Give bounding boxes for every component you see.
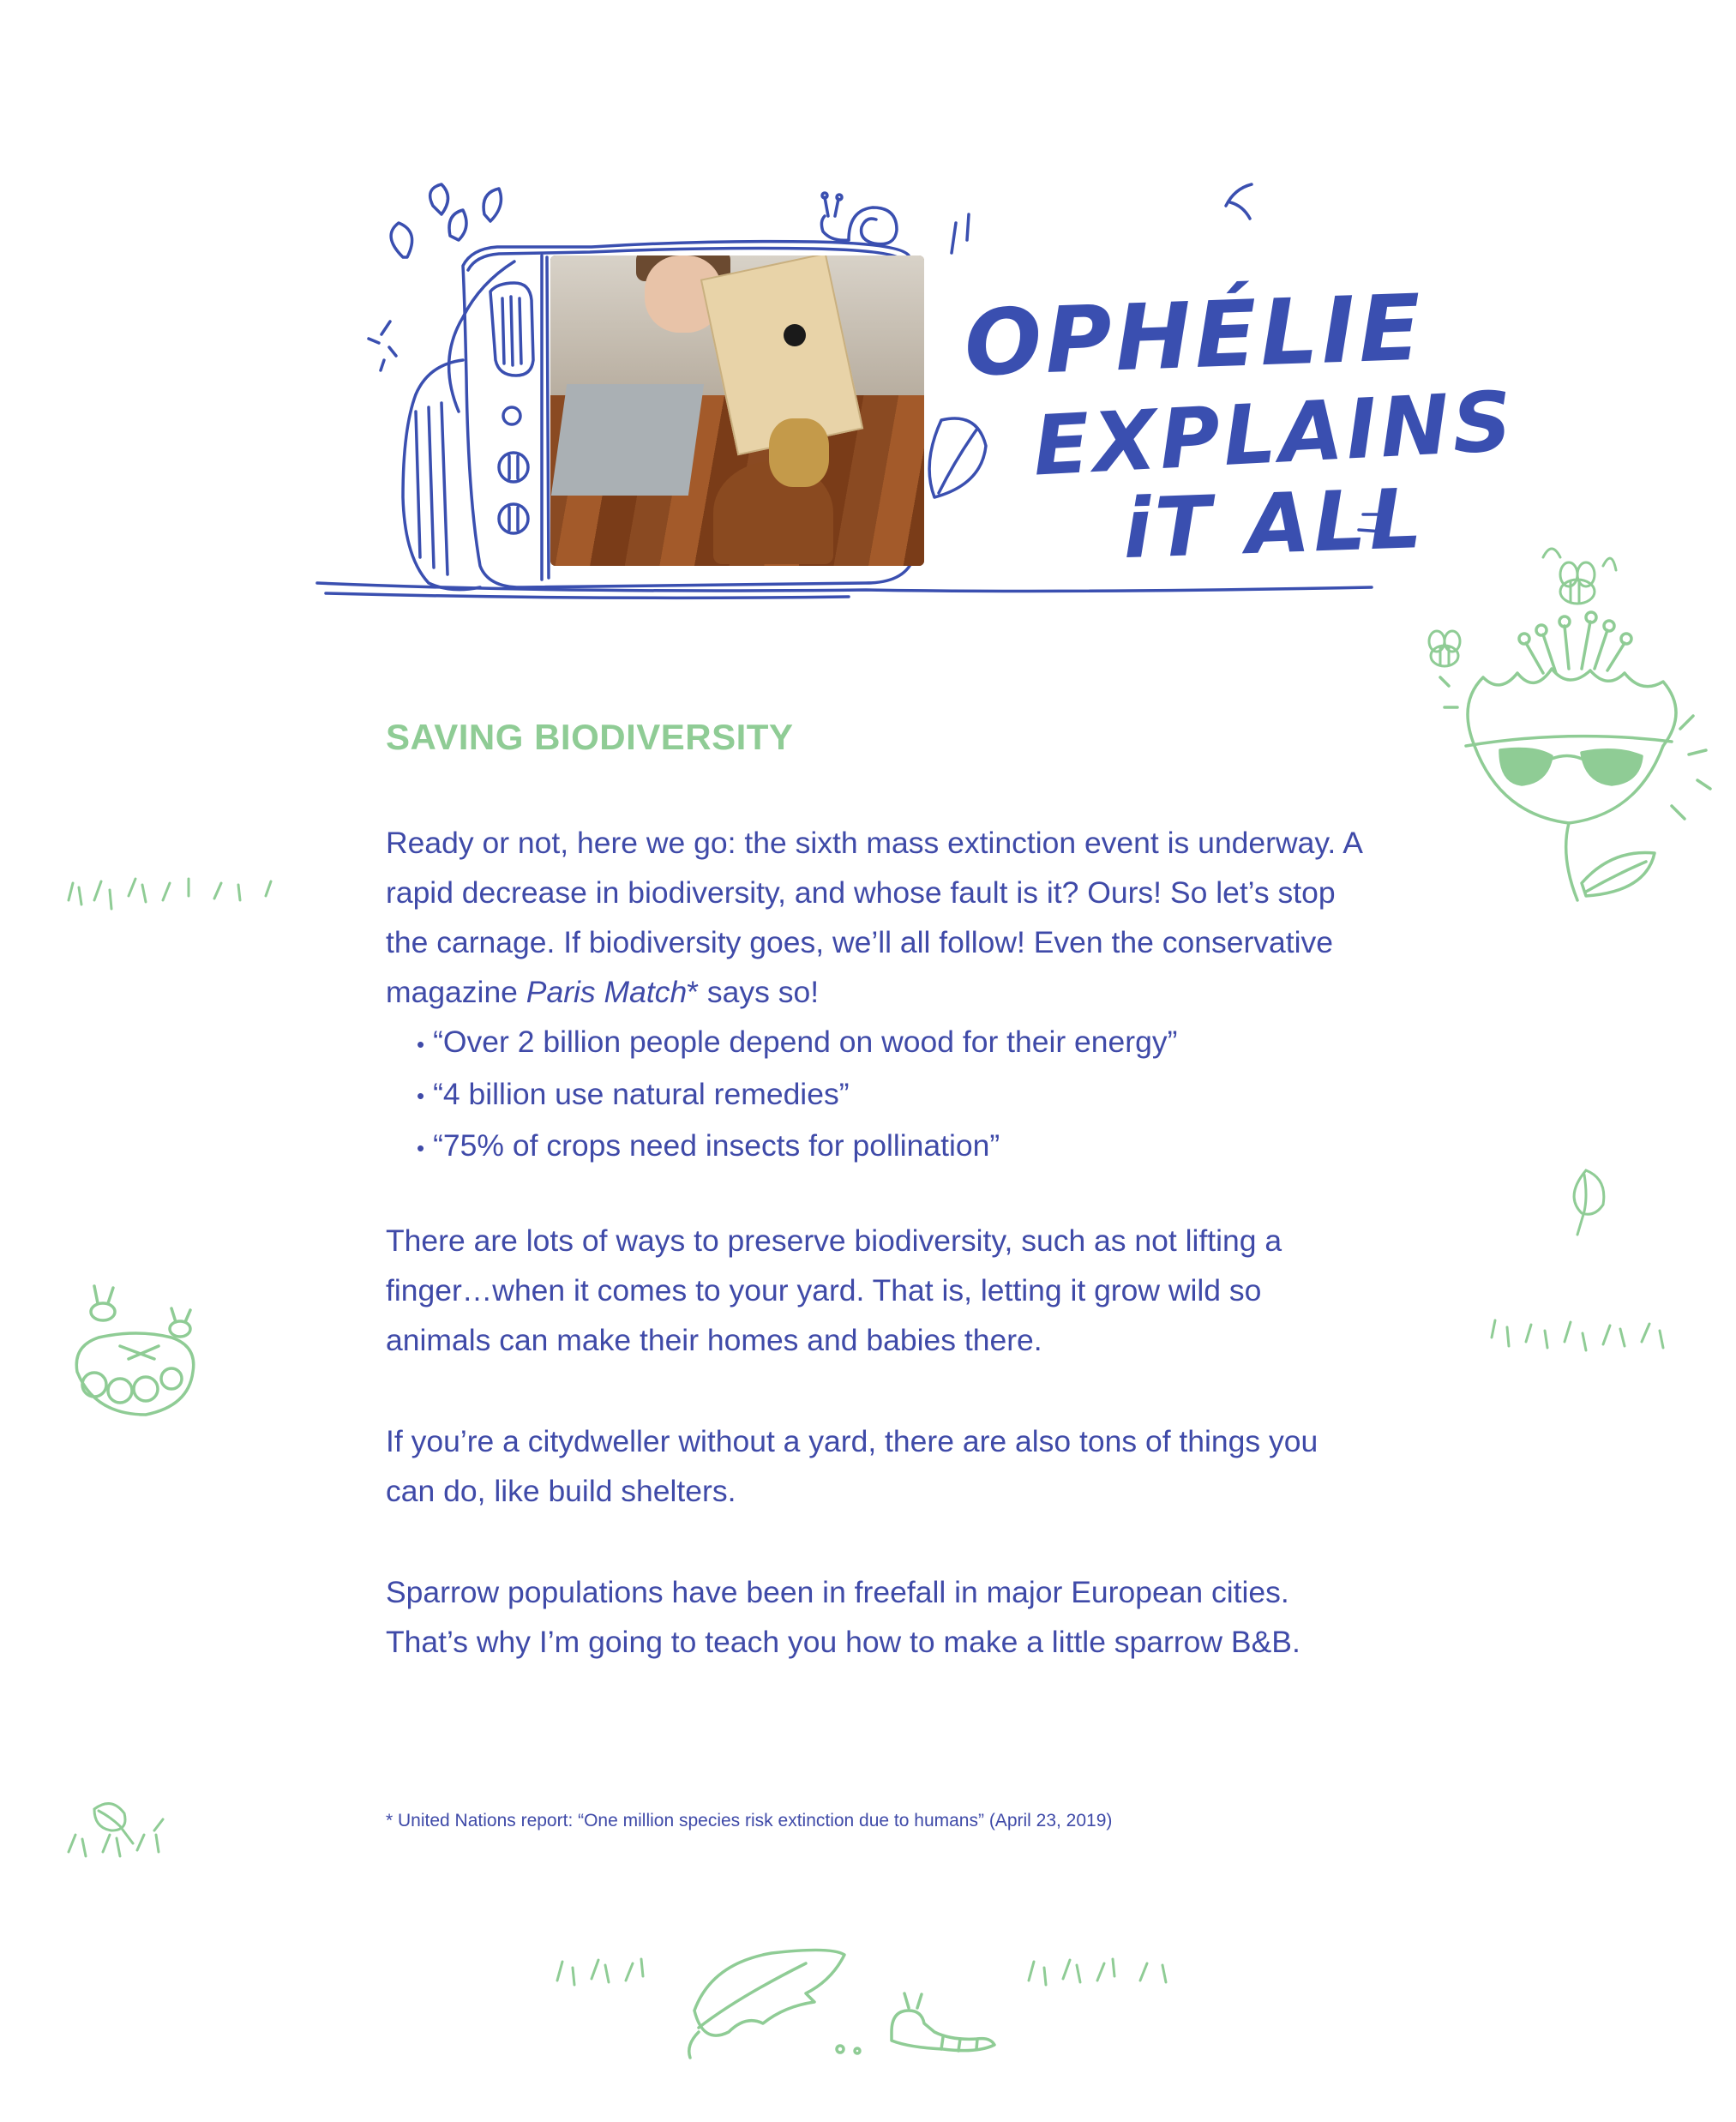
grass-tuft-icon: [60, 849, 283, 917]
grass-tuft-icon: [60, 1800, 180, 1869]
list-item: • “4 billion use natural remedies”: [417, 1069, 1363, 1121]
paragraph-city: If you’re a citydweller without a yard, there are also tons of things you can do, like build shelters.: [386, 1424, 1319, 1508]
paragraph-intro-tail: * says so!: [687, 975, 820, 1009]
title-line-1: OPHÉLIE: [963, 274, 1427, 397]
series-title: [952, 274, 1518, 592]
title-line-2: EXPLAINS: [1030, 373, 1518, 495]
bee-house-icon: [60, 1277, 214, 1432]
footnote: * United Nations report: “One million species risk extinction due to humans” (April 23, 2019): [386, 1811, 1113, 1830]
section-heading: SAVING BIODIVERSITY: [386, 717, 794, 757]
list-item: • “Over 2 billion people depend on wood for their energy”: [417, 1017, 1363, 1069]
paragraph-yard: There are lots of ways to preserve biodiversity, such as not lifting a finger…when it comes to your yard. That is, letting it grow wild so animals can make their homes and babies there.: [386, 1223, 1282, 1357]
grass-tuft-icon: [549, 1929, 1217, 2006]
photo-ophelie-building-birdhouse: [550, 255, 924, 566]
title-line-3: iT ALL: [1121, 470, 1427, 578]
grass-tuft-icon: [1483, 1295, 1680, 1363]
paragraph-sparrows: Sparrow populations have been in freefall in major European cities. That’s why I’m going to teach you how to make a little sparrow B&B.: [386, 1575, 1300, 1659]
bee-icon: [1526, 532, 1629, 634]
leaf-icon: [1560, 1162, 1612, 1239]
list-item: • “75% of crops need insects for pollination”: [417, 1121, 1363, 1173]
paragraph-intro-text: Ready or not, here we go: the sixth mass extinction event is underway. A rapid decrease in biodiversity, and whose fault is it? Ours! So let’s stop the carnage. If biodiversity goes, we’ll all follow! Even the conservative magazine: [386, 826, 1361, 1009]
stat-list: [417, 1017, 1363, 1173]
bee-icon: [1406, 609, 1483, 686]
paragraph-intro: [386, 818, 1363, 1173]
magazine-name: Paris Match: [526, 975, 688, 1009]
